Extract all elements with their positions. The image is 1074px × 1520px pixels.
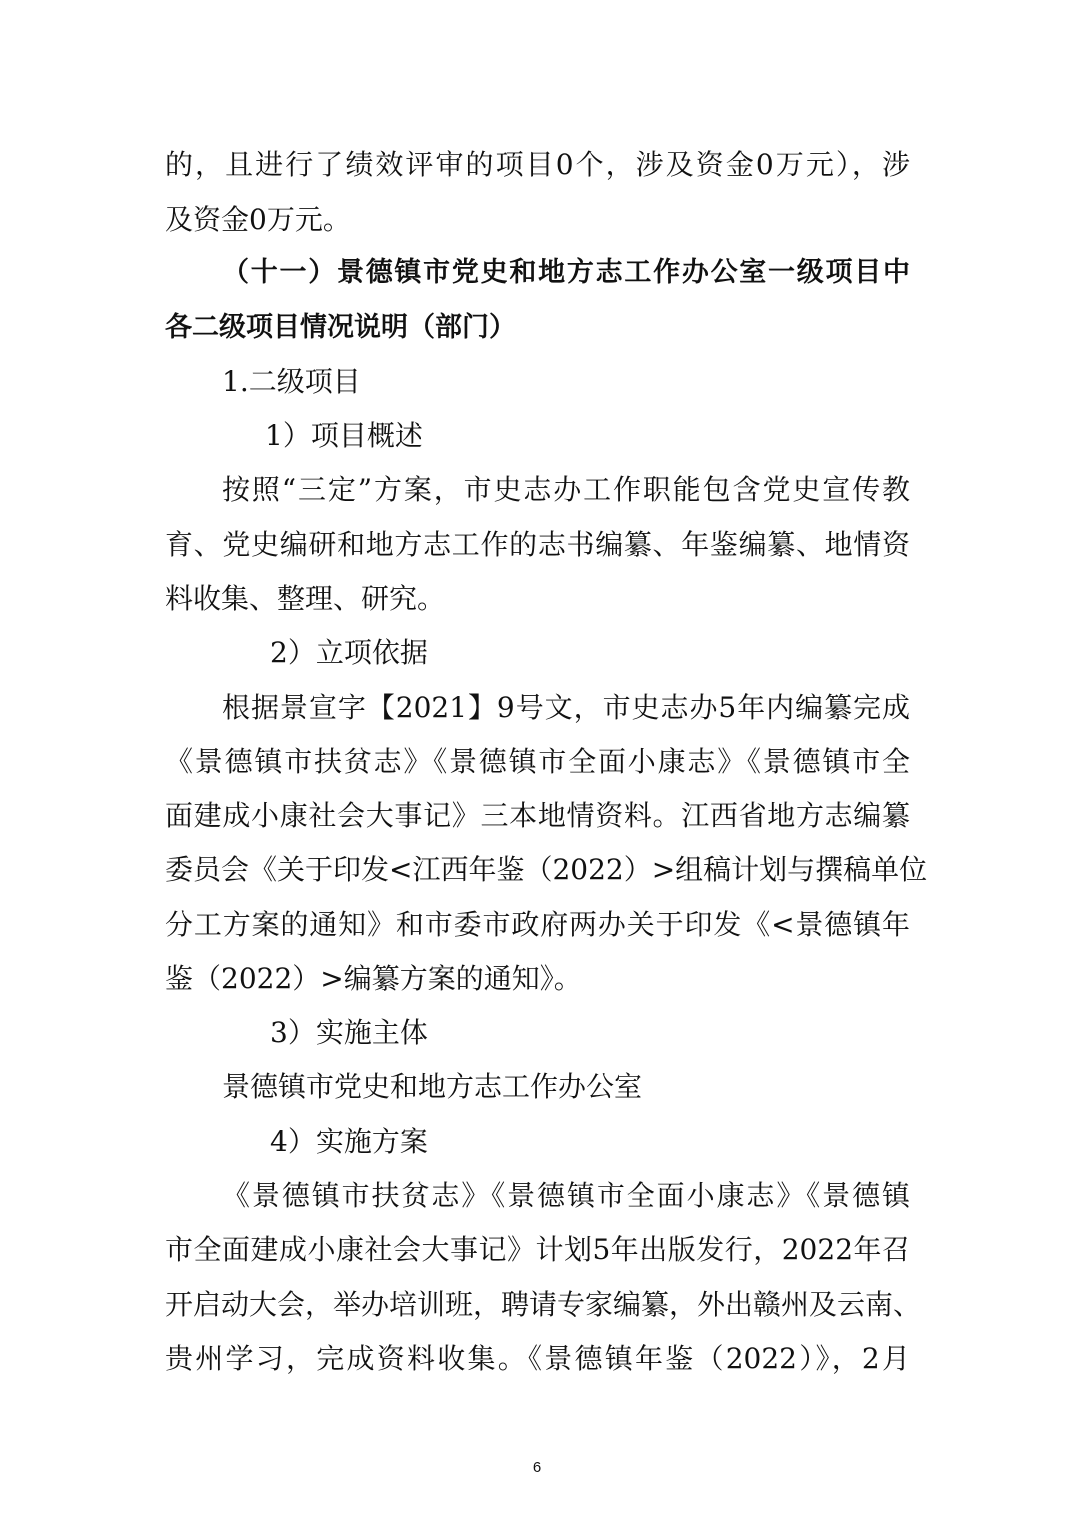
paragraph-line: 《景德镇市扶贫志》《景德镇市全面小康志》《景德镇: [222, 1179, 910, 1212]
paragraph-line: 的，且进行了绩效评审的项目0个，涉及资金0万元），涉: [165, 148, 910, 181]
paragraph-line: 市全面建成小康社会大事记》计划5年出版发行，2022年召: [165, 1233, 910, 1266]
subheading: 1.二级项目: [222, 365, 361, 398]
section-heading: 各二级项目情况说明（部门）: [165, 312, 516, 343]
subheading: 2）立项依据: [270, 636, 428, 669]
subheading: 3）实施主体: [270, 1016, 428, 1049]
paragraph-line: 育、党史编研和地方志工作的志书编纂、年鉴编纂、地情资: [165, 528, 910, 561]
paragraph-line: 及资金0万元。: [165, 203, 351, 236]
paragraph-line: 分工方案的通知》和市委市政府两办关于印发《<景德镇年: [165, 908, 910, 941]
subheading: 4）实施方案: [270, 1125, 428, 1158]
page-number: 6: [532, 1459, 542, 1476]
paragraph-line: 鉴（2022）>编纂方案的通知》。: [165, 962, 582, 995]
paragraph-line: 根据景宣字【2021】9号文，市史志办5年内编纂完成: [222, 691, 910, 724]
paragraph-line: 景德镇市党史和地方志工作办公室: [222, 1070, 643, 1103]
paragraph-line: 开启动大会，举办培训班，聘请专家编纂，外出赣州及云南、: [165, 1288, 922, 1321]
paragraph-line: 委员会《关于印发<江西年鉴（2022）>组稿计划与撰稿单位: [165, 853, 928, 886]
paragraph-line: 按照“三定”方案，市史志办工作职能包含党史宣传教: [222, 473, 910, 506]
paragraph-line: 面建成小康社会大事记》三本地情资料。江西省地方志编纂: [165, 799, 910, 832]
paragraph-line: 贵州学习，完成资料收集。《景德镇年鉴（2022）》，2月: [165, 1342, 910, 1375]
section-heading: （十一）景德镇市党史和地方志工作办公室一级项目中: [222, 257, 910, 288]
paragraph-line: 料收集、整理、研究。: [165, 582, 446, 615]
subheading: 1）项目概述: [265, 419, 423, 452]
paragraph-line: 《景德镇市扶贫志》《景德镇市全面小康志》《景德镇市全: [165, 745, 910, 778]
